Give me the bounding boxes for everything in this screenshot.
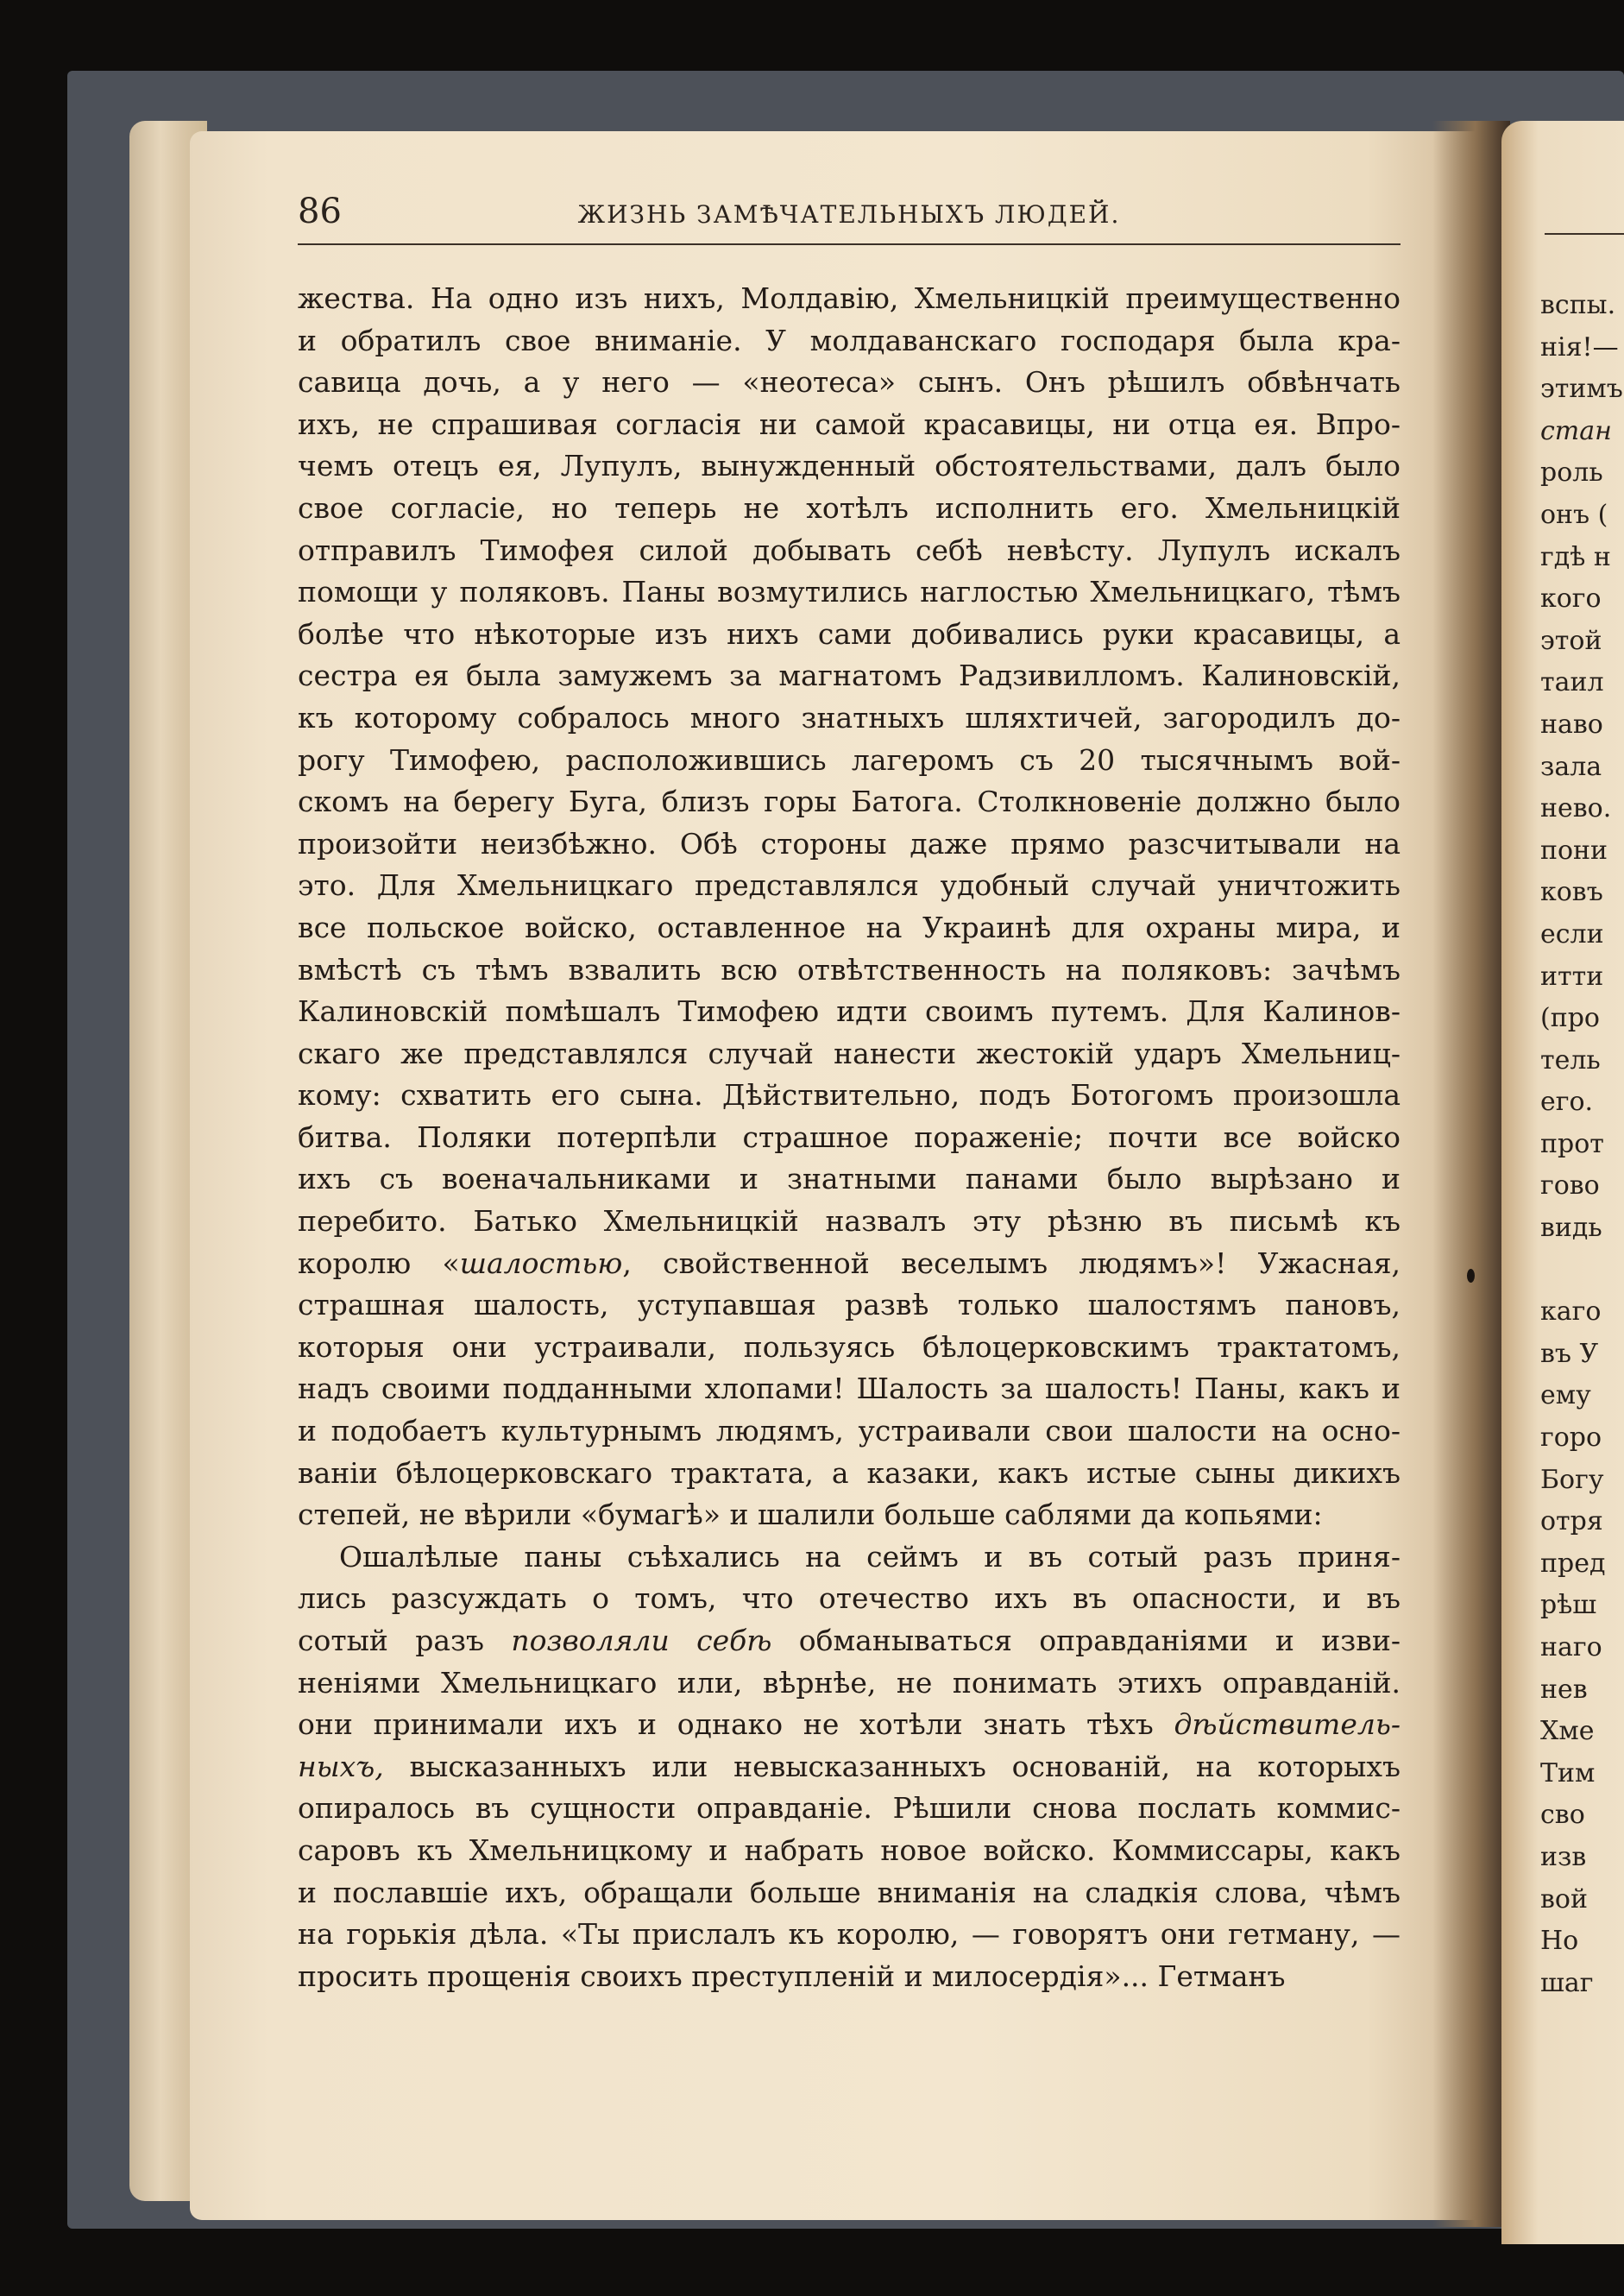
text-line: савица дочь, а у него — «неотеса» сынъ. Онъ рѣшилъ обвѣнчать xyxy=(298,365,1401,400)
fragment-line: если xyxy=(1540,918,1604,949)
text-line: сестра ея была замужемъ за магнатомъ Радзивилломъ. Калиновскій, xyxy=(298,659,1401,693)
fragment-line: кого xyxy=(1540,583,1602,615)
fragment-line: нев xyxy=(1540,1674,1588,1705)
fragment-line: итти xyxy=(1540,961,1604,992)
fragment-line: рѣш xyxy=(1540,1590,1597,1621)
fragment-line: каго xyxy=(1540,1296,1602,1328)
text-line: и подобаетъ культурнымъ людямъ, устраивали свои шалости на осно- xyxy=(298,1414,1401,1448)
text-line: надъ своими подданными хлопами! Шалость за шалость! Паны, какъ и xyxy=(298,1372,1401,1406)
fragment-line: тель xyxy=(1540,1044,1601,1075)
text-line: неніями Хмельницкаго или, вѣрнѣе, не понимать этихъ оправданій. xyxy=(298,1665,1401,1700)
text-line: ихъ съ военачальниками и знатными панами было вырѣзано и xyxy=(298,1162,1401,1196)
text-line: ваніи бѣлоцерковскаго трактата, а казаки, какъ истые сыны дикихъ xyxy=(298,1455,1401,1490)
fragment-line: Но xyxy=(1540,1926,1579,1957)
text-line: битва. Поляки потерпѣли страшное пораженіе; почти все войско xyxy=(298,1120,1401,1154)
fragment-line: горо xyxy=(1540,1422,1602,1454)
body-text xyxy=(298,278,1401,1997)
text-line: они принимали ихъ и однако не хотѣли знать тѣхъ дѣйствитель- xyxy=(298,1707,1401,1742)
text-line: и обратилъ свое вниманіе. У молдаванскаго господаря была кра- xyxy=(298,323,1401,357)
fragment-line: изв xyxy=(1540,1841,1587,1872)
fragment-blank-line xyxy=(1540,1250,1623,1292)
text-line: рогу Тимофею, расположившись лагеромъ съ 20 тысячнымъ вой- xyxy=(298,742,1401,777)
fragment-line: таил xyxy=(1540,667,1604,698)
fragment-line: этой xyxy=(1540,625,1602,656)
text-line: Калиновскій помѣшалъ Тимофею идти своимъ путемъ. Для Калинов- xyxy=(298,994,1401,1029)
text-line: жества. На одно изъ нихъ, Молдавію, Хмельницкій преимущественно xyxy=(298,281,1401,315)
text-line: все польское войско, оставленное на Украинѣ для охраны мира, и xyxy=(298,910,1401,944)
text-line: лись разсуждать о томъ, что отечество ихъ въ опасности, и въ xyxy=(298,1581,1401,1616)
fragment-line: гдѣ н xyxy=(1540,541,1611,572)
fragment-line: роль xyxy=(1540,457,1603,489)
book-gutter xyxy=(1432,121,1510,2227)
text-line: къ которому собралось много знатныхъ шляхтичей, загородилъ до- xyxy=(298,700,1401,735)
text-line: чемъ отецъ ея, Лупулъ, вынужденный обстоятельствами, далъ было xyxy=(298,449,1401,483)
text-line: перебито. Батько Хмельницкій назвалъ эту рѣзню въ письмѣ къ xyxy=(298,1204,1401,1239)
text-line: просить прощенія своихъ преступленій и милосердія»... Гетманъ xyxy=(298,1959,1286,1993)
fragment-line: гово xyxy=(1540,1170,1600,1202)
text-line: помощи у поляковъ. Паны возмутились наглостью Хмельницкаго, тѣмъ xyxy=(298,575,1401,609)
fragment-line: пред xyxy=(1540,1548,1606,1579)
text-line: сотый разъ позволяли себѣ обманываться оправданіями и изви- xyxy=(298,1624,1401,1657)
fragment-line: его. xyxy=(1540,1087,1594,1118)
text-line: скомъ на берегу Буга, близъ горы Батога. Столкновеніе должно было xyxy=(298,785,1401,819)
fragment-line: ковъ xyxy=(1540,877,1603,908)
running-title: ЖИЗНЬ ЗАМѢЧАТЕЛЬНЫХЪ ЛЮДЕЙ. xyxy=(577,200,1121,229)
text-line: ихъ, не спрашивая согласія ни самой красавицы, ни отца ея. Впро- xyxy=(298,407,1401,441)
fragment-line: наво xyxy=(1540,709,1603,740)
fragment-line: вспы. xyxy=(1540,290,1616,320)
page-number: 86 xyxy=(298,192,342,231)
fragment-line: зала xyxy=(1540,751,1602,782)
text-line: на горькія дѣла. «Ты прислалъ къ королю, — говорятъ они гетману, — xyxy=(298,1917,1401,1952)
fragment-line: онъ ( xyxy=(1540,499,1608,530)
text-line: скаго же представлялся случай нанести жестокій ударъ Хмельниц- xyxy=(298,1036,1401,1070)
fragment-line: видь xyxy=(1540,1213,1602,1244)
text-line: степей, не вѣрили «бумагѣ» и шалили больше саблями да копьями: xyxy=(298,1498,1323,1532)
text-line: страшная шалость, уступавшая развѣ только шалостямъ пановъ, xyxy=(298,1288,1401,1322)
fragment-line: шаг xyxy=(1540,1967,1594,1998)
text-line: королю «шалостью, свойственной веселымъ людямъ»! Ужасная, xyxy=(298,1246,1401,1280)
fragment-line: вой xyxy=(1540,1883,1588,1914)
text-line: которыя они устраивали, пользуясь бѣлоцерковскимъ трактатомъ, xyxy=(298,1329,1401,1364)
text-line: ныхъ, высказанныхъ или невысказанныхъ основаній, на которыхъ xyxy=(298,1749,1401,1783)
fragment-line: сво xyxy=(1540,1800,1585,1831)
facing-header-rule xyxy=(1545,233,1624,235)
fragment-line: наго xyxy=(1540,1632,1602,1662)
fragment-line: Тим xyxy=(1540,1757,1596,1788)
text-line: и пославшіе ихъ, обращали больше вниманія на сладкія слова, чѣмъ xyxy=(298,1875,1401,1909)
text-line: это. Для Хмельницкаго представлялся удобный случай уничтожить xyxy=(298,868,1401,903)
text-line: произойти неизбѣжно. Обѣ стороны даже прямо разсчитывали на xyxy=(298,826,1401,861)
page-header xyxy=(298,192,1401,237)
text-line: вмѣстѣ съ тѣмъ взвалить всю отвѣтственность на поляковъ: зачѣмъ xyxy=(298,952,1401,987)
text-line: свое согласіе, но теперь не хотѣлъ исполнить его. Хмельницкій xyxy=(298,490,1401,525)
fragment-line: Хме xyxy=(1540,1716,1595,1747)
fragment-line: прот xyxy=(1540,1128,1604,1159)
paragraph-start-line: Ошалѣлые паны съѣхались на сеймъ и въ сотый разъ приня- xyxy=(339,1539,1401,1574)
text-line: кому: схватить его сына. Дѣйствительно, подъ Ботогомъ произошла xyxy=(298,1078,1401,1113)
fragment-line: въ У xyxy=(1540,1338,1599,1369)
fragment-line: этимъ xyxy=(1540,374,1623,405)
fragment-line: отря xyxy=(1540,1506,1603,1537)
fragment-line: нево. xyxy=(1540,793,1612,824)
text-line: отправилъ Тимофея силой добывать себѣ невѣсту. Лупулъ искалъ xyxy=(298,533,1401,567)
text-line: саровъ къ Хмельницкому и набрать новое войско. Коммиссары, какъ xyxy=(298,1832,1401,1867)
header-rule xyxy=(298,243,1401,245)
fragment-line: Богу xyxy=(1540,1464,1604,1495)
fragment-line: (про xyxy=(1540,1003,1600,1034)
fragment-line: пони xyxy=(1540,835,1608,866)
text-line: болѣе что нѣкоторые изъ нихъ сами добивались руки красавицы, а xyxy=(298,616,1401,651)
facing-page xyxy=(1501,121,1624,2244)
fragment-line: нія!— xyxy=(1540,331,1619,363)
fragment-line: ему xyxy=(1540,1380,1591,1411)
text-line: опиралось въ сущности оправданіе. Рѣшили снова послать коммис- xyxy=(298,1791,1401,1826)
facing-page-text xyxy=(1540,285,1623,2004)
fragment-line: стан xyxy=(1540,415,1612,446)
ink-spot xyxy=(1467,1269,1475,1283)
